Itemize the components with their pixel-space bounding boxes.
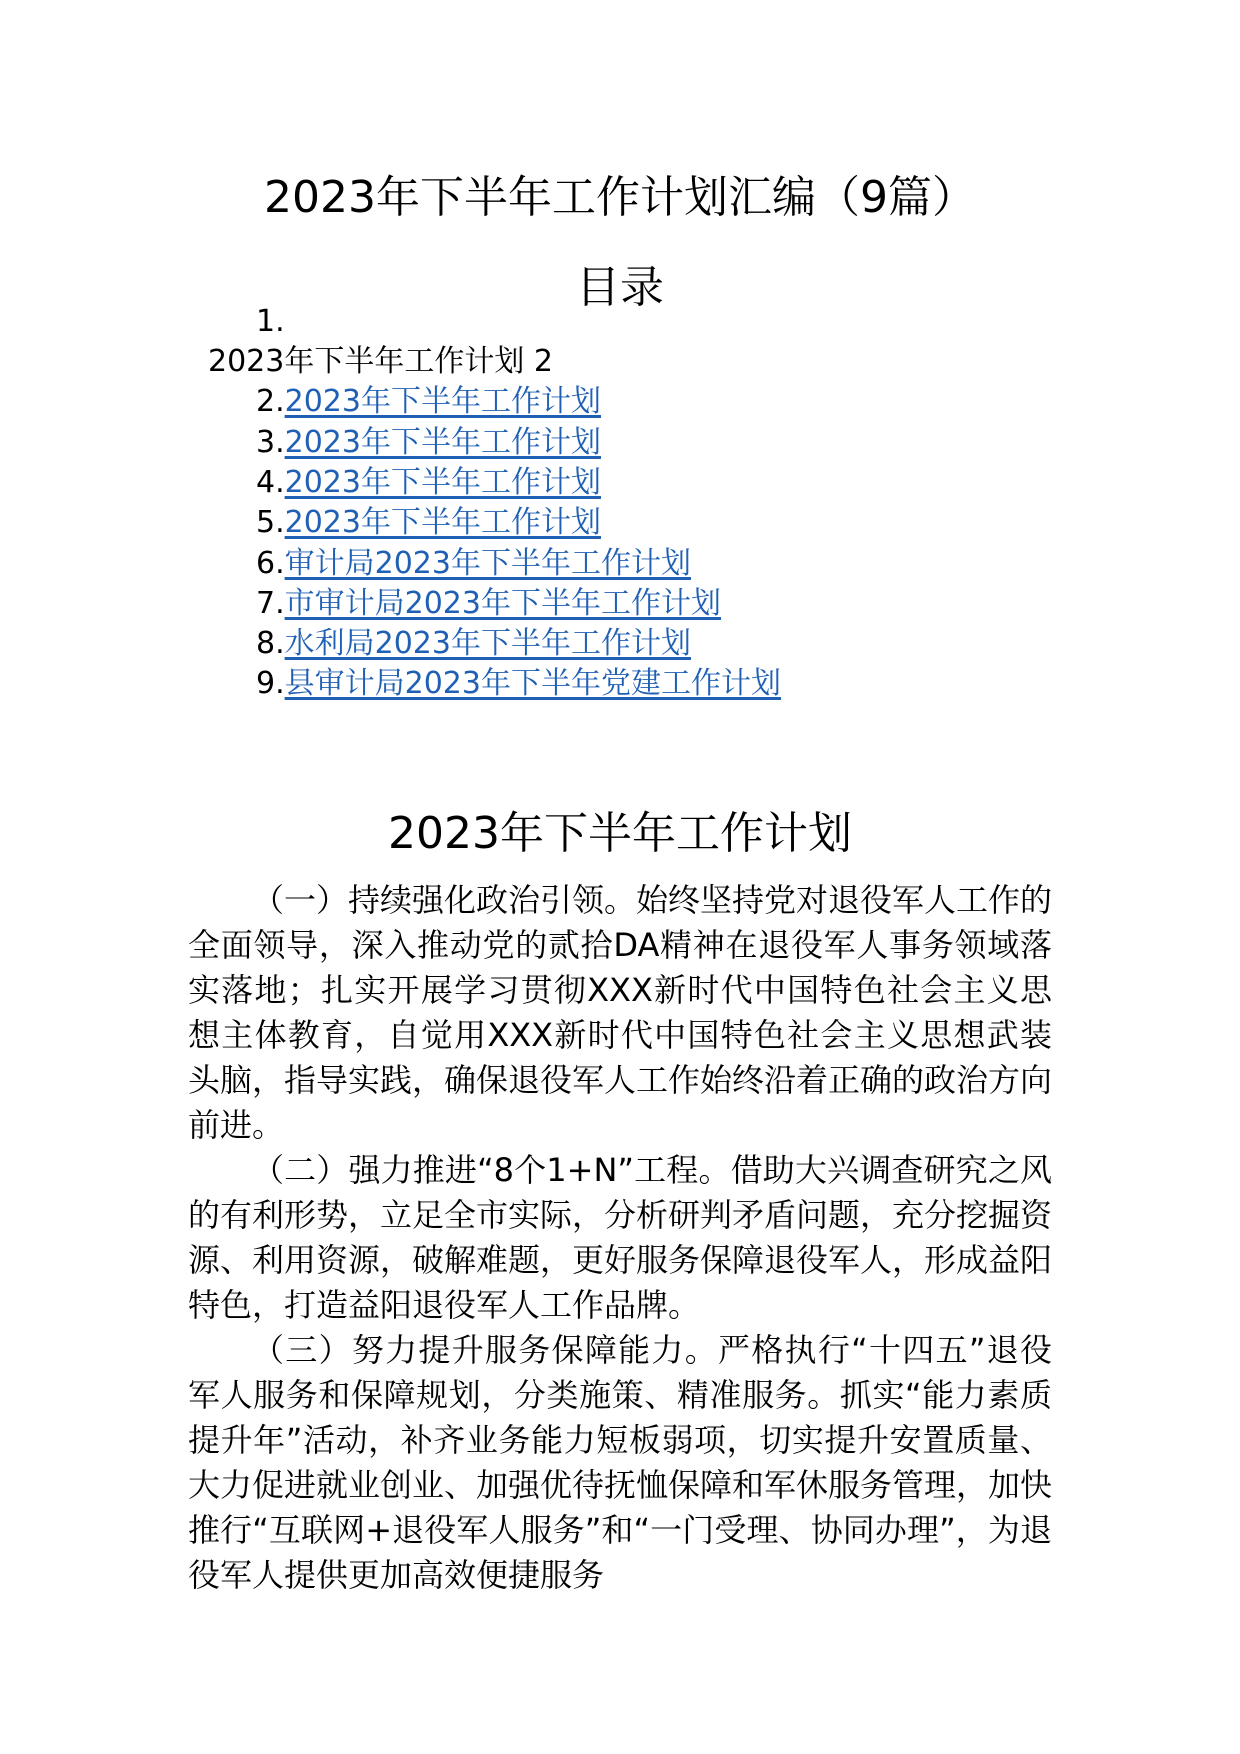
paragraph-1: （一）持续强化政治引领。始终坚持党对退役军人工作的全面领导，深入推动党的贰拾DA精神在退役军人事务领域落实落地；扎实开展学习贯彻XXX新时代中国特色社会主义思想主体教育，自觉用XXX新时代中国特色社会主义思想武装头脑，指导实践，确保退役军人工作始终沿着正确的政治方向前进。 [188, 881, 1053, 1144]
paragraph-2: （二）强力推进“8个1+N”工程。借助大兴调查研究之风的有利形势，立足全市实际，分析研判矛盾问题，充分挖掘资源、利用资源，破解难题，更好服务保障退役军人，形成益阳特色，打造益阳退役军人工作品牌。 [188, 1151, 1053, 1324]
toc-link-4[interactable]: 2023年下半年工作计划 [284, 465, 601, 500]
toc-item-number: 7. [256, 586, 285, 621]
toc-link-6[interactable]: 审计局2023年下半年工作计划 [284, 546, 691, 581]
toc-item-6 [256, 544, 691, 584]
toc-item-number: 6. [256, 546, 285, 581]
toc-item-7 [256, 584, 721, 624]
toc-item-number: 3. [256, 425, 285, 460]
paragraph-3: （三）努力提升服务保障能力。严格执行“十四五”退役军人服务和保障规划，分类施策、精准服务。抓实“能力素质提升年”活动，补齐业务能力短板弱项，切实提升安置质量、大力促进就业创业、加强优待抚恤保障和军休服务管理，加快推行“互联网+退役军人服务”和“一门受理、协同办理”，为退役军人提供更加高效便捷服务 [188, 1331, 1053, 1594]
toc-item-number: 8. [256, 626, 285, 661]
toc-item-number: 5. [256, 505, 285, 540]
section-title: 2023年下半年工作计划 [388, 808, 852, 859]
toc-item-1-number: 1. [256, 304, 285, 339]
toc-link-8[interactable]: 水利局2023年下半年工作计划 [284, 626, 691, 661]
toc-link-5[interactable]: 2023年下半年工作计划 [284, 505, 601, 540]
toc-item-number: 4. [256, 465, 285, 500]
toc-item-9 [256, 664, 781, 704]
toc-link-9[interactable]: 县审计局2023年下半年党建工作计划 [284, 666, 781, 701]
toc-link-2[interactable]: 2023年下半年工作计划 [284, 384, 601, 419]
toc-item-3 [256, 423, 601, 463]
body-text [188, 878, 1052, 1598]
toc-item-number: 2. [256, 384, 285, 419]
toc-item-2 [256, 382, 601, 422]
document-title: 2023年下半年工作计划汇编（9篇） [264, 172, 976, 223]
toc-item-5 [256, 503, 601, 543]
toc-item-8 [256, 624, 691, 664]
toc-heading: 目录 [576, 262, 664, 313]
toc-link-7[interactable]: 市审计局2023年下半年工作计划 [284, 586, 721, 621]
toc-item-1-label: 2023年下半年工作计划 2 [208, 344, 553, 379]
toc-link-3[interactable]: 2023年下半年工作计划 [284, 425, 601, 460]
toc-item-4 [256, 463, 601, 503]
toc-item-number: 9. [256, 666, 285, 701]
